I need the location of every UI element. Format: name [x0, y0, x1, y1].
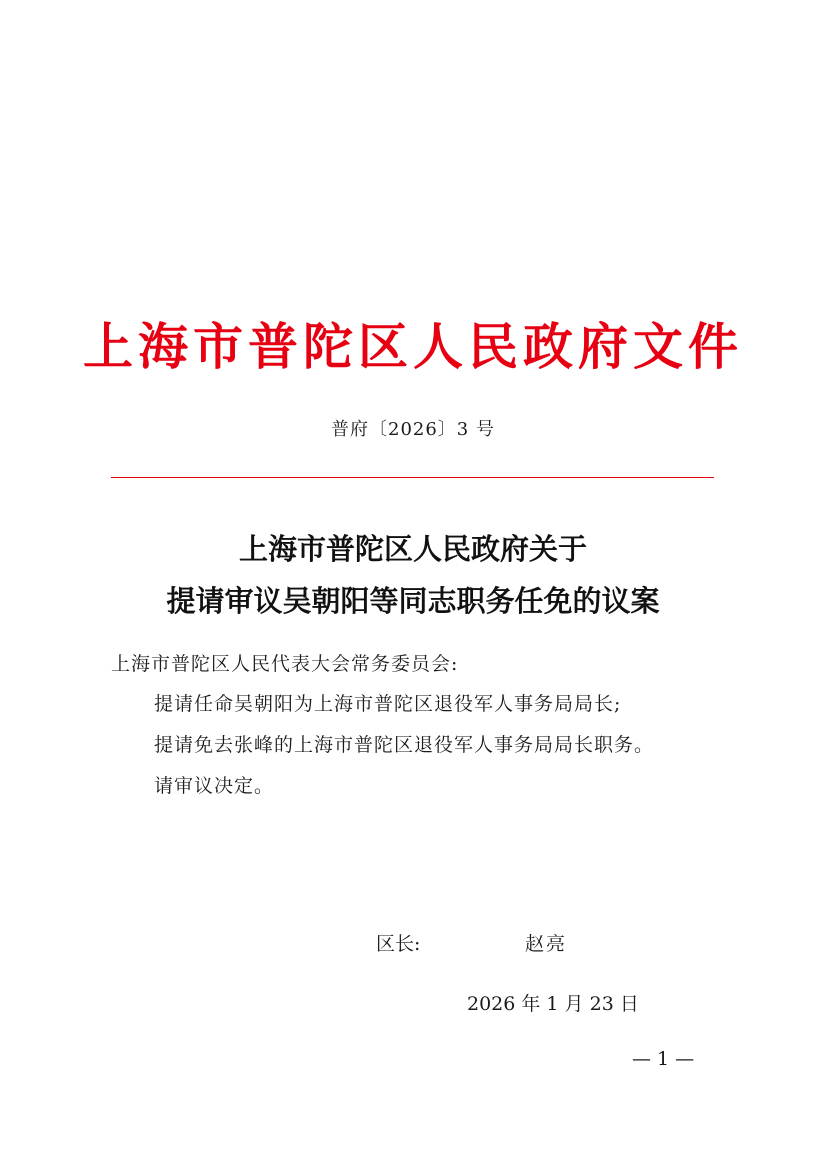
page-number: — 1 —: [632, 1048, 695, 1070]
document-masthead: 上海市普陀区人民政府文件: [83, 317, 743, 376]
signature-name: 赵亮: [525, 933, 568, 955]
body-paragraph-removal: 提请免去张峰的上海市普陀区退役军人事务局局长职务。: [154, 734, 655, 756]
title-line-2: 提请审议吴朝阳等同志职务任免的议案: [166, 584, 660, 618]
document-number: 普府〔2026〕3 号: [331, 419, 495, 440]
title-line-1: 上海市普陀区人民政府关于: [238, 532, 587, 566]
body-paragraph-appointment: 提请任命吴朝阳为上海市普陀区退役军人事务局局长;: [154, 693, 622, 715]
body-paragraph-request: 请审议决定。: [154, 775, 275, 797]
addressee: 上海市普陀区人民代表大会常务委员会:: [111, 653, 459, 675]
document-title: [0, 523, 826, 627]
document-date: 2026 年 1 月 23 日: [467, 993, 639, 1015]
red-separator-line: [111, 477, 714, 478]
signature-label: 区长:: [376, 933, 421, 955]
